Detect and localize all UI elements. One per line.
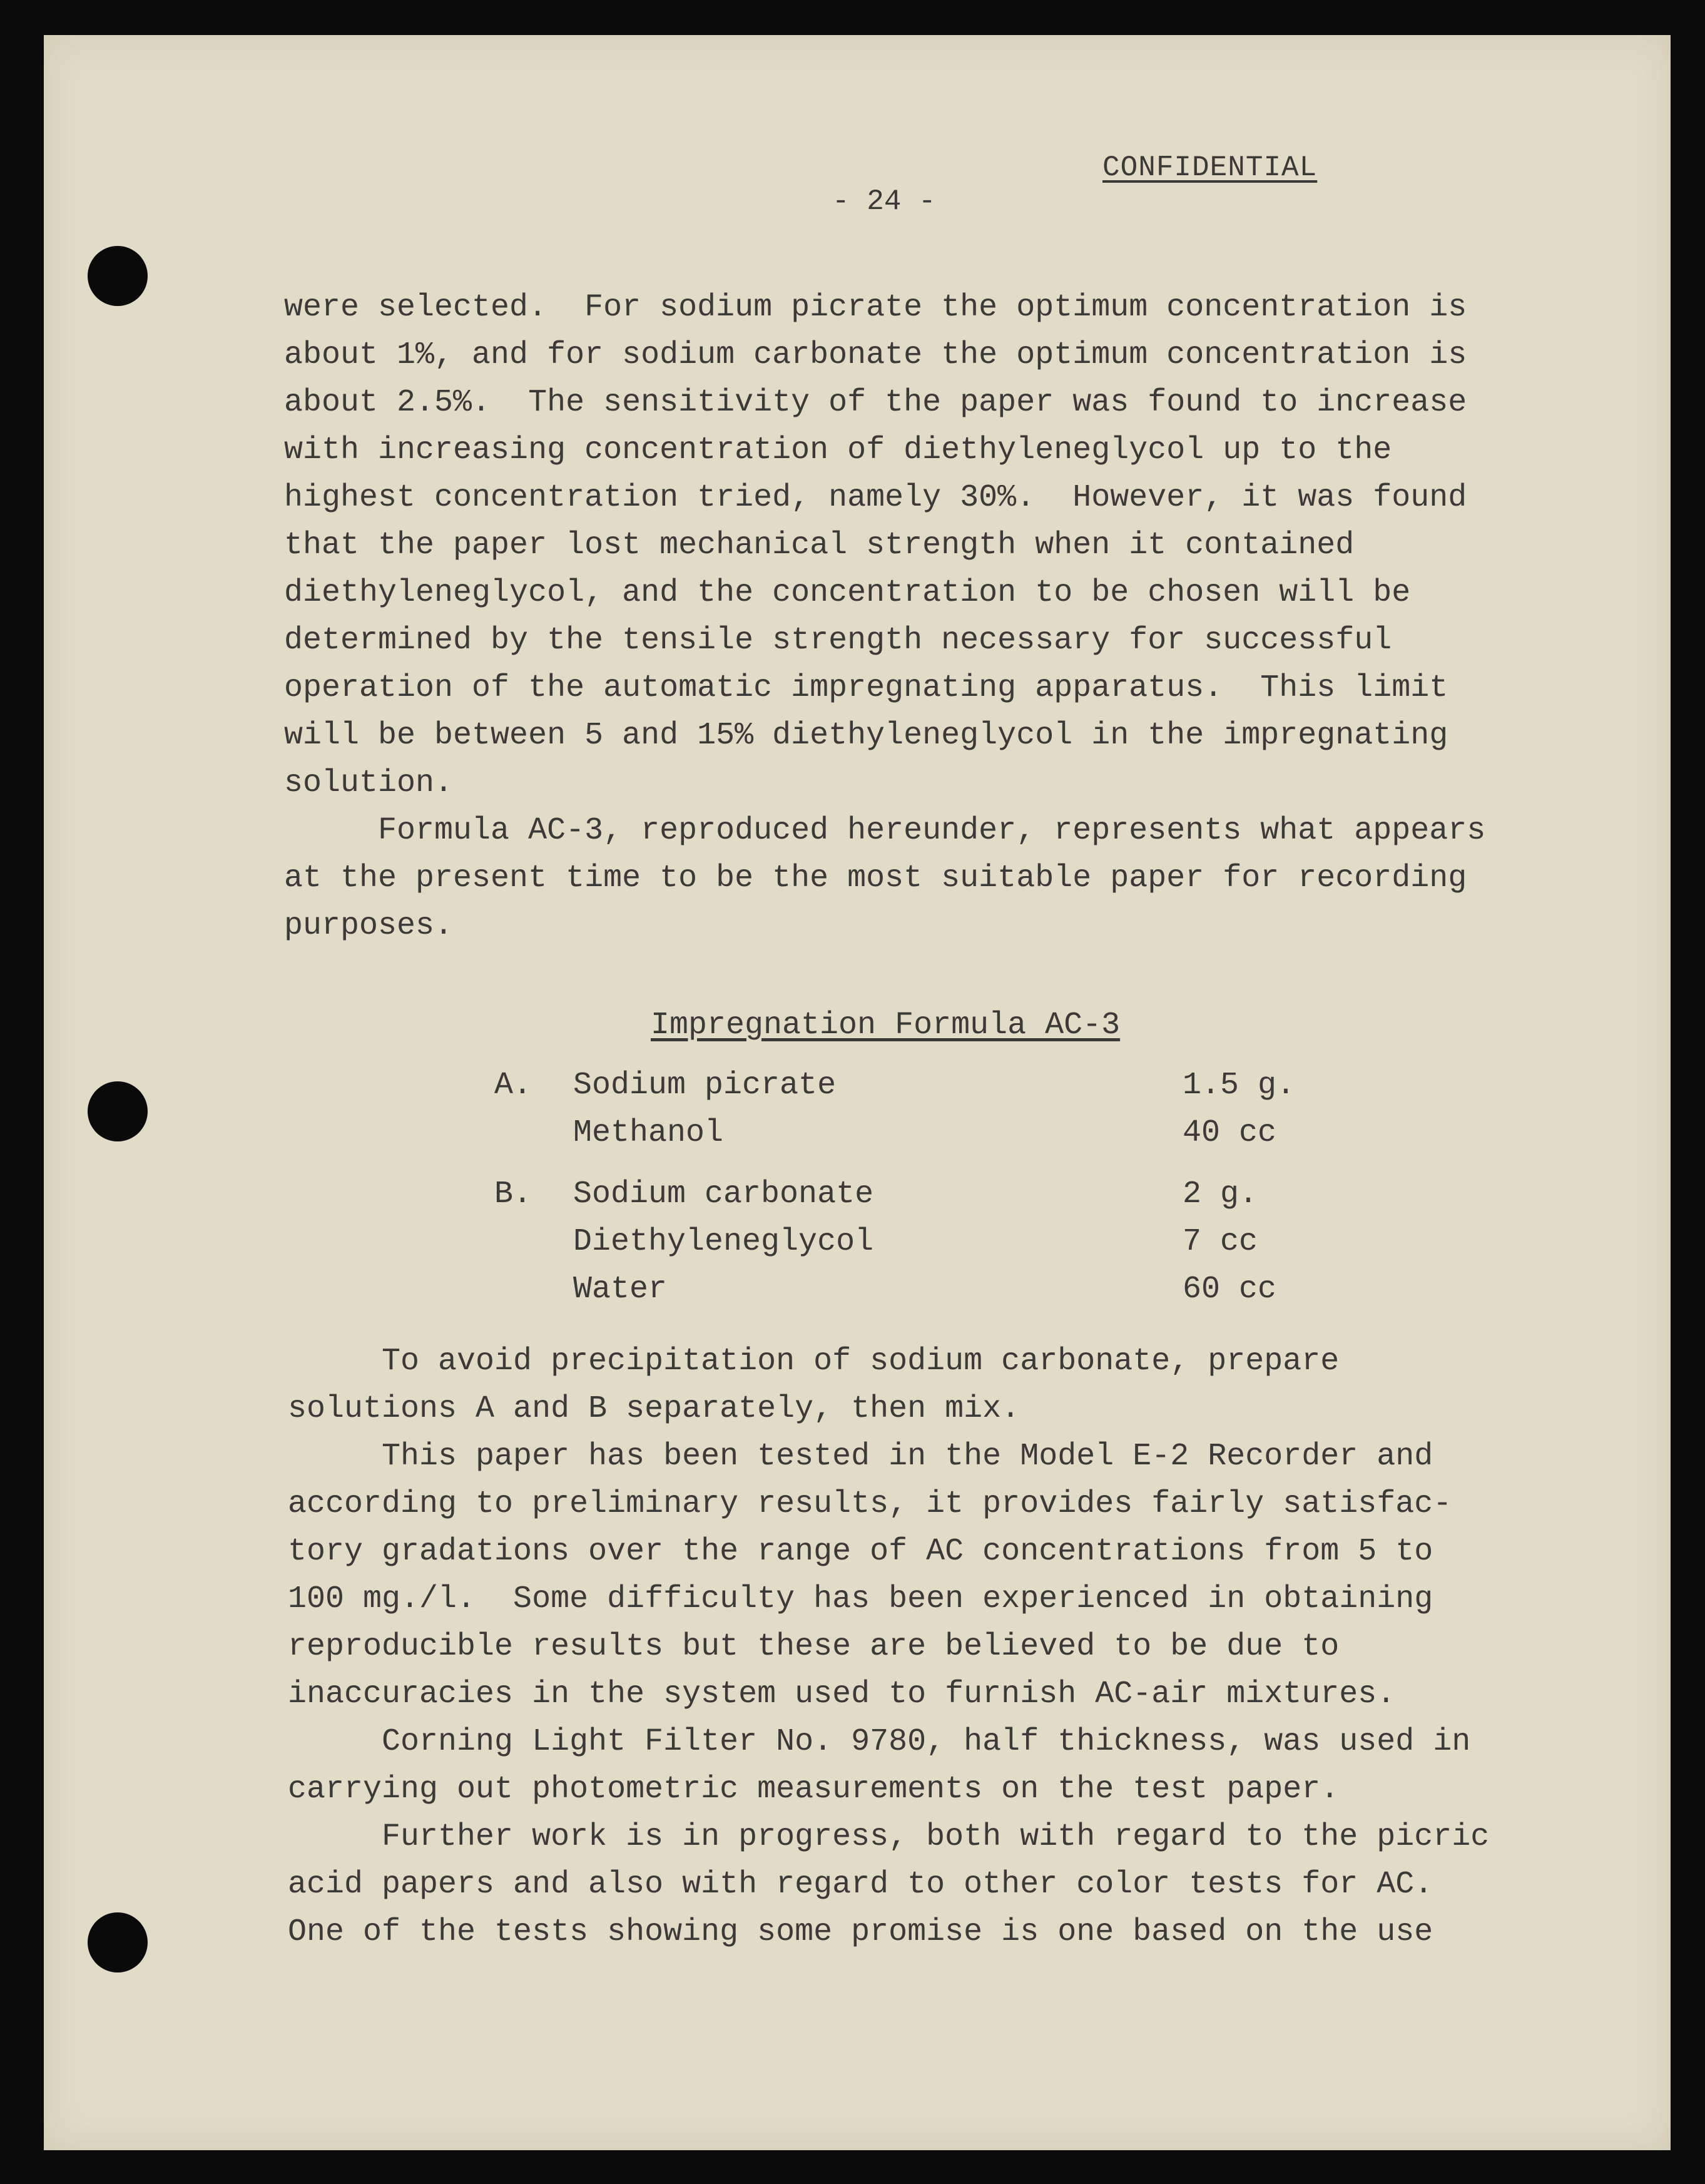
text-line: solution. xyxy=(284,765,454,801)
punch-hole xyxy=(88,246,148,306)
formula-ingredient: Water xyxy=(573,1272,668,1307)
text-line: about 1%, and for sodium carbonate the optimum concentration is xyxy=(284,337,1467,373)
text-line: about 2.5%. The sensitivity of the paper was found to increase xyxy=(284,385,1467,421)
formula-quantity: 60 cc xyxy=(1183,1272,1277,1307)
text-line: One of the tests showing some promise is one based on the use xyxy=(288,1914,1433,1950)
formula-row xyxy=(494,1115,1433,1163)
formula-row xyxy=(494,1176,1433,1224)
text-line: purposes. xyxy=(284,908,454,944)
body-text-block-1 xyxy=(284,284,1567,950)
formula-quantity: 1.5 g. xyxy=(1183,1068,1296,1103)
formula-row xyxy=(494,1068,1433,1115)
formula-quantity: 7 cc xyxy=(1183,1224,1258,1260)
text-line: were selected. For sodium picrate the optimum concentration is xyxy=(284,290,1467,325)
text-line: will be between 5 and 15% diethyleneglycol in the impregnating xyxy=(284,718,1448,753)
text-line: at the present time to be the most suitable paper for recording xyxy=(284,860,1467,896)
page-number: - 24 - xyxy=(832,185,936,218)
text-line: This paper has been tested in the Model E-2 Recorder and xyxy=(288,1439,1433,1474)
document-page xyxy=(44,35,1671,2150)
text-line: according to preliminary results, it provides fairly satisfac- xyxy=(288,1486,1452,1522)
punch-hole xyxy=(88,1081,148,1141)
text-line: carrying out photometric measurements on the test paper. xyxy=(288,1772,1340,1807)
formula-ingredient: Methanol xyxy=(573,1115,724,1151)
formula-row xyxy=(494,1224,1433,1272)
formula-ingredient: Sodium picrate xyxy=(573,1068,837,1103)
text-line: diethyleneglycol, and the concentration to be chosen will be xyxy=(284,575,1411,611)
text-line: inaccuracies in the system used to furnish AC-air mixtures. xyxy=(288,1676,1396,1712)
text-line: solutions A and B separately, then mix. xyxy=(288,1391,1020,1427)
text-line: reproducible results but these are believed to be due to xyxy=(288,1629,1340,1665)
text-line: operation of the automatic impregnating apparatus. This limit xyxy=(284,670,1448,706)
text-line: that the paper lost mechanical strength when it contained xyxy=(284,528,1355,563)
text-line: acid papers and also with regard to other color tests for AC. xyxy=(288,1867,1433,1902)
formula-table xyxy=(494,1068,1433,1319)
formula-letter: A. xyxy=(494,1068,532,1103)
text-line: 100 mg./l. Some difficulty has been experienced in obtaining xyxy=(288,1581,1433,1617)
text-line: To avoid precipitation of sodium carbonate, prepare xyxy=(288,1344,1340,1379)
formula-letter: B. xyxy=(494,1176,532,1212)
text-line: Formula AC-3, reproduced hereunder, represents what appears xyxy=(284,813,1486,849)
text-line: Further work is in progress, both with regard to the picric xyxy=(288,1819,1490,1855)
text-line: tory gradations over the range of AC concentrations from 5 to xyxy=(288,1534,1433,1569)
formula-ingredient: Diethyleneglycol xyxy=(573,1224,874,1260)
formula-quantity: 40 cc xyxy=(1183,1115,1277,1151)
formula-row xyxy=(494,1272,1433,1319)
text-line: determined by the tensile strength necessary for successful xyxy=(284,623,1392,658)
text-line: Corning Light Filter No. 9780, half thickness, was used in xyxy=(288,1724,1471,1760)
formula-ingredient: Sodium carbonate xyxy=(573,1176,874,1212)
formula-quantity: 2 g. xyxy=(1183,1176,1258,1212)
punch-hole xyxy=(88,1912,148,1972)
text-line: highest concentration tried, namely 30%. However, it was found xyxy=(284,480,1467,516)
body-text-block-2 xyxy=(288,1338,1570,1956)
text-line: with increasing concentration of diethyleneglycol up to the xyxy=(284,432,1392,468)
confidential-marking: CONFIDENTIAL xyxy=(1102,151,1318,184)
formula-title: Impregnation Formula AC-3 xyxy=(651,1008,1121,1043)
